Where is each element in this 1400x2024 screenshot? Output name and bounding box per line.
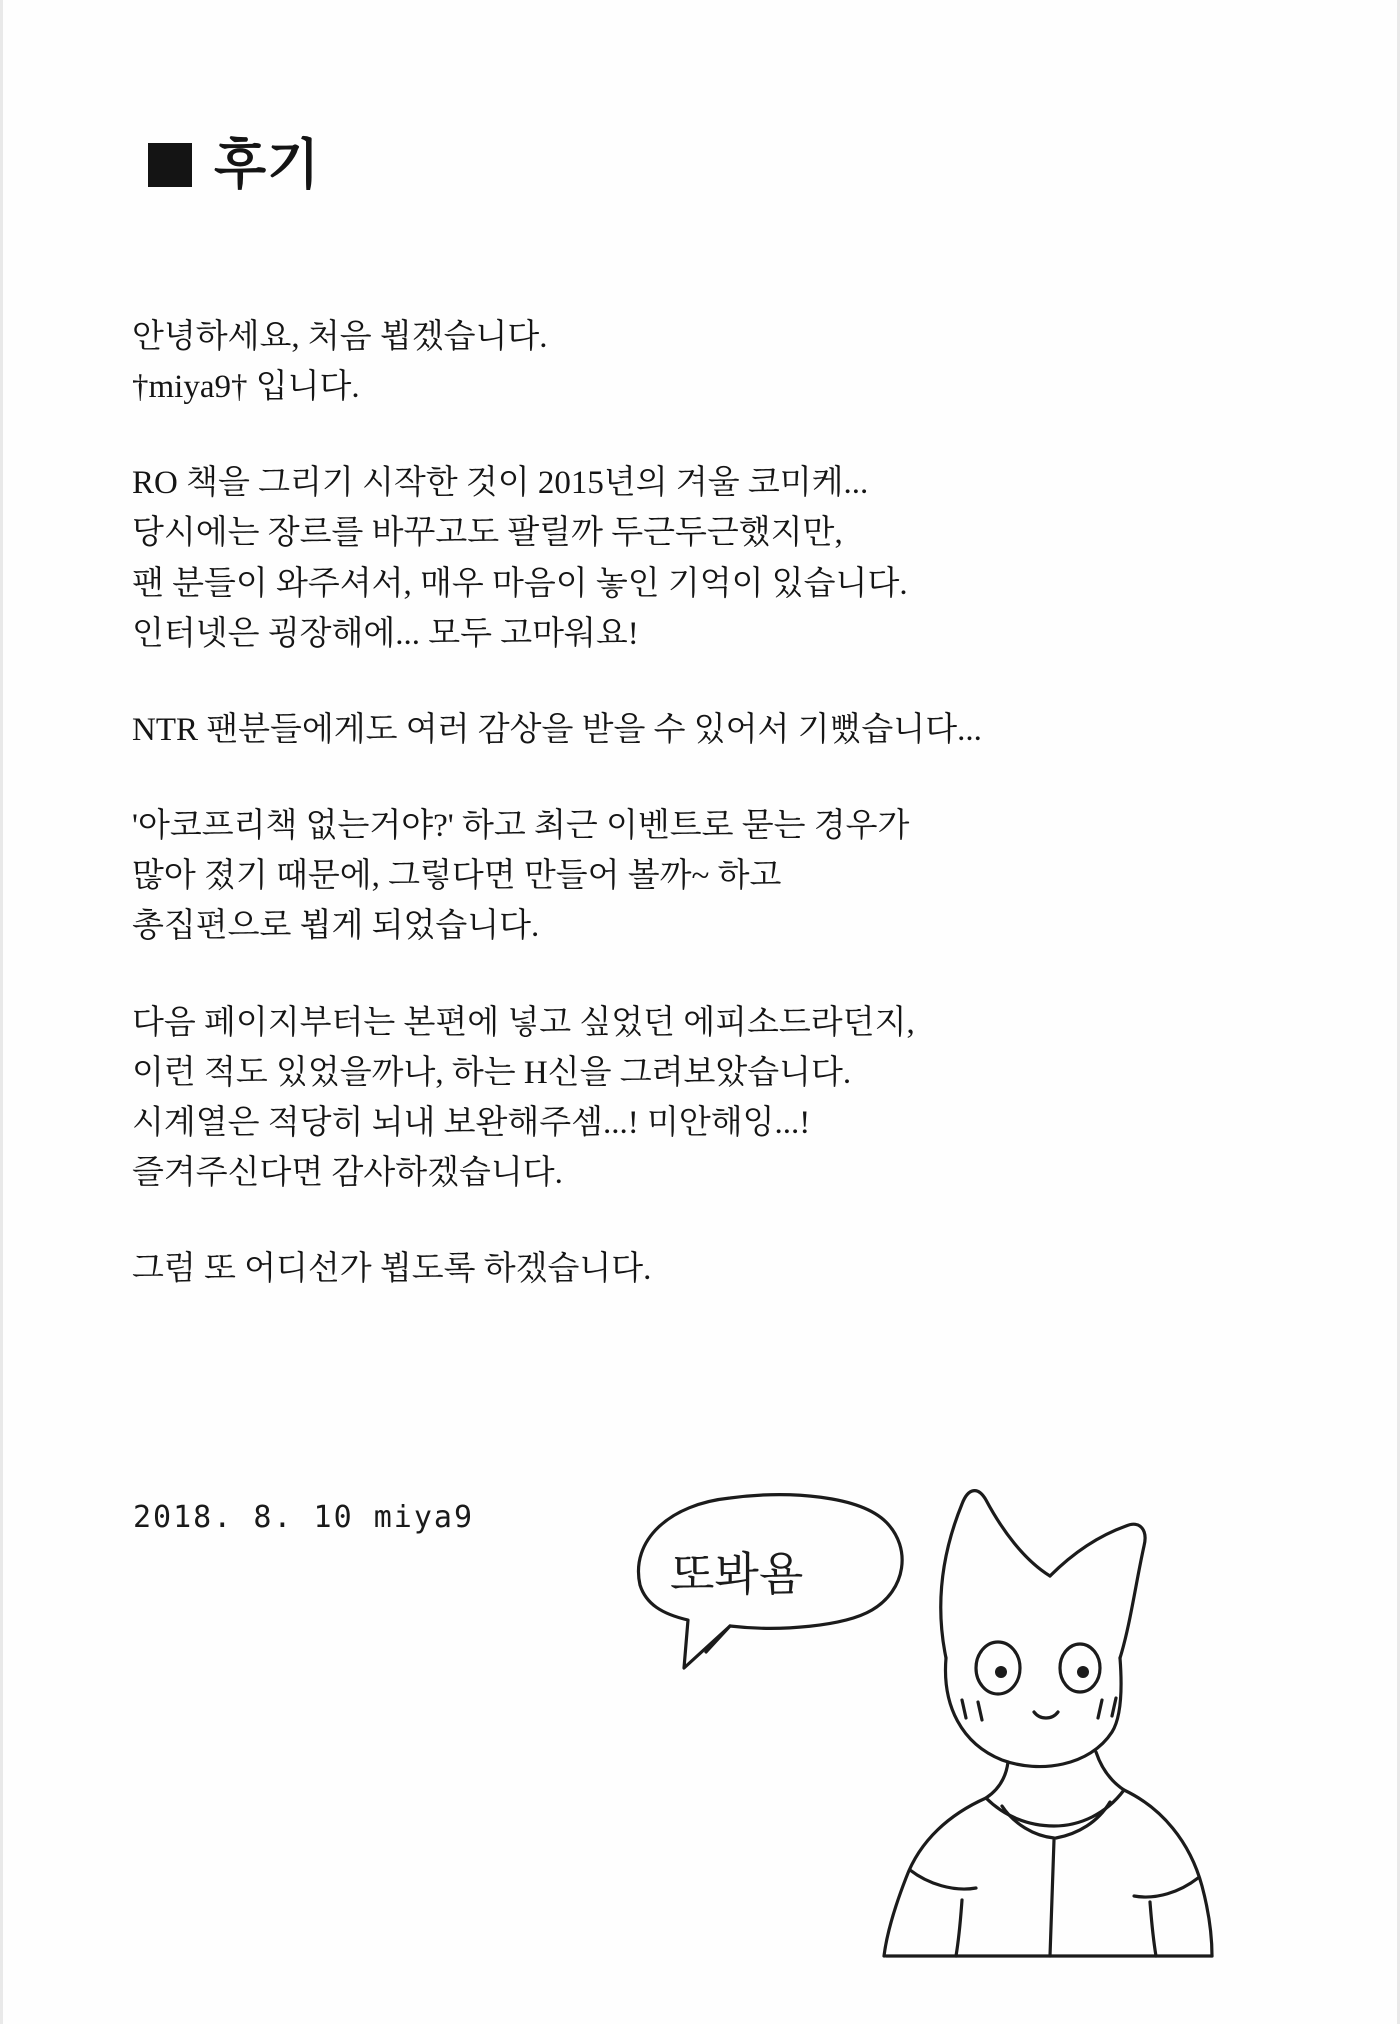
paragraph	[132, 312, 1202, 412]
speech-bubble-text: 또봐욤	[670, 1548, 804, 1600]
afterword-body	[132, 312, 1202, 1294]
text-line: 그럼 또 어디선가 뵙도록 하겠습니다.	[132, 1251, 652, 1288]
page-title	[148, 135, 321, 195]
text-line: 당시에는 장르를 바꾸고도 팔릴까 두근두근했지만,	[132, 515, 843, 552]
text-line: 인터넷은 굉장해에... 모두 고마워요!	[132, 615, 639, 652]
text-line: 시계열은 적당히 뇌내 보완해주셈...! 미안해잉...!	[132, 1104, 811, 1141]
text-line: 팬 분들이 와주셔서, 매우 마음이 놓인 기억이 있습니다.	[132, 565, 908, 602]
paragraph	[132, 458, 1202, 659]
paragraph	[132, 1244, 1202, 1294]
cat-character-sketch	[610, 1400, 1230, 1960]
text-line: 다음 페이지부터는 본편에 넣고 싶었던 에피소드라던지,	[132, 1004, 915, 1041]
text-line: 안녕하세요, 처음 뵙겠습니다.	[132, 319, 548, 355]
text-line: †miya9† 입니다.	[132, 369, 360, 406]
text-line: 즐겨주신다면 감사하겠습니다.	[132, 1155, 563, 1192]
text-line: 많아 졌기 때문에, 그렇다면 만들어 볼까~ 하고	[132, 858, 782, 895]
page-title-text: 후기	[214, 135, 321, 195]
paragraph	[132, 998, 1202, 1199]
text-line: 총집편으로 뵙게 되었습니다.	[132, 908, 540, 945]
page-edge-left	[0, 0, 3, 2024]
paragraph	[132, 801, 1202, 951]
text-line: NTR 팬분들에게도 여러 감상을 받을 수 있어서 기뻤습니다...	[132, 711, 982, 748]
text-line: '아코프리책 없는거야?' 하고 최근 이벤트로 묻는 경우가	[132, 808, 910, 845]
paragraph	[132, 705, 1202, 755]
text-line: RO 책을 그리기 시작한 것이 2015년의 겨울 코미케...	[132, 465, 869, 502]
text-line: 이런 적도 있었을까나, 하는 H신을 그려보았습니다.	[132, 1054, 852, 1091]
filled-square-icon	[148, 143, 192, 187]
signature-date: 2018. 8. 10 miya9	[133, 1500, 475, 1535]
